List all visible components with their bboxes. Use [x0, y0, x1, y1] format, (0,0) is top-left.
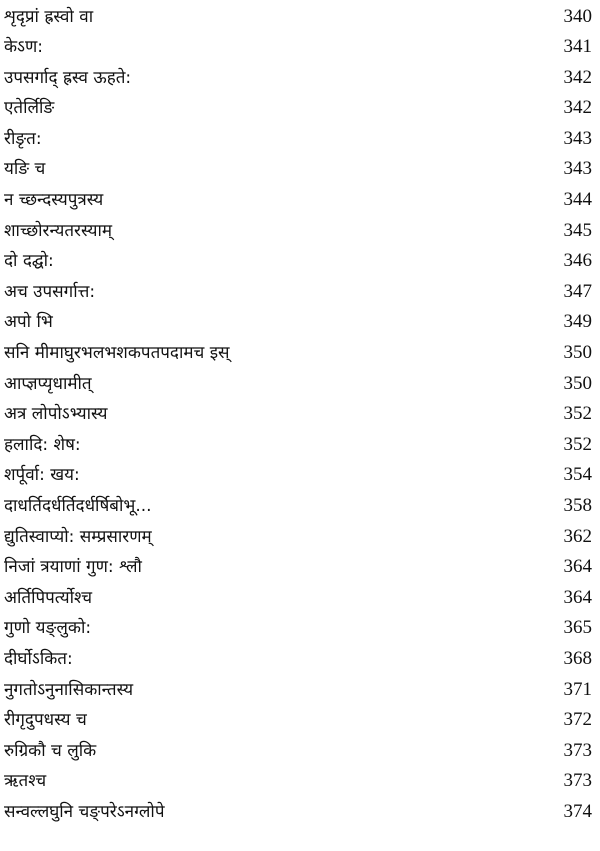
toc-entry [4, 704, 594, 735]
toc-entry [4, 0, 594, 31]
toc-entry-title: रुग्रिकौ च लुकि [4, 740, 97, 761]
toc-entry-title: निजां त्रयाणां गुण: श्लौ [4, 557, 142, 578]
toc-entry-page-number: 371 [563, 678, 592, 700]
toc-entry [4, 398, 594, 429]
toc-entry-page-number: 345 [563, 219, 592, 241]
toc-entry-page-number: 354 [563, 464, 592, 486]
toc-entry-page-number: 342 [563, 97, 592, 119]
toc-entry-page-number: 342 [563, 66, 592, 88]
toc-entry-title: दीर्घोऽकित: [4, 648, 73, 669]
toc-entry [4, 765, 594, 796]
toc-entry-page-number: 352 [563, 433, 592, 455]
toc-entry-page-number: 352 [563, 403, 592, 425]
toc-entry-page-number: 343 [563, 127, 592, 149]
toc-entry-page-number: 347 [563, 280, 592, 302]
toc-entry [4, 551, 594, 582]
toc-entry-page-number: 365 [563, 617, 592, 639]
toc-entry [4, 459, 594, 490]
toc-entry-page-number: 364 [563, 586, 592, 608]
toc-entry-title: हलादि: शेष: [4, 434, 81, 455]
toc-entry-title: शाच्छोरन्यतरस्याम् [4, 220, 113, 241]
toc-entry [4, 337, 594, 368]
toc-entry-page-number: 364 [563, 556, 592, 578]
toc-entry [4, 734, 594, 765]
toc-entry-title: दाधर्तिदर्धर्तिदर्धर्षिबोभू... [4, 496, 152, 516]
toc-entry [4, 673, 594, 704]
toc-entry-page-number: 358 [563, 495, 592, 516]
toc-entry-title: नुगतोऽनुनासिकान्तस्य [4, 679, 134, 700]
toc-entry-page-number: 350 [563, 342, 592, 364]
toc-entry-title: केऽण: [4, 37, 44, 58]
toc-entry [4, 795, 594, 826]
toc-entry-title: अपो भि [4, 312, 53, 333]
toc-entry-page-number: 344 [563, 189, 592, 211]
toc-entry [4, 245, 594, 276]
toc-entry-page-number: 340 [563, 5, 592, 27]
toc-entry-page-number: 341 [563, 36, 592, 58]
toc-entry [4, 490, 594, 521]
toc-entry-page-number: 368 [563, 647, 592, 669]
toc-entry [4, 275, 594, 306]
toc-entry-title: शर्पूर्वा: खय: [4, 465, 80, 486]
toc-entry-page-number: 350 [563, 372, 592, 394]
toc-entry [4, 122, 594, 153]
toc-entry-title: उपसर्गाद् ह्रस्व ऊहते: [4, 67, 132, 88]
toc-entry [4, 61, 594, 92]
toc-entry-page-number: 372 [563, 709, 592, 731]
toc-entry [4, 367, 594, 398]
toc-entry-title: द्युतिस्वाप्यो: सम्प्रसारणम् [4, 526, 152, 547]
toc-entry-page-number: 346 [563, 250, 592, 272]
toc-entry [4, 306, 594, 337]
toc-list [4, 0, 594, 826]
toc-entry-title: अच उपसर्गात्त: [4, 281, 96, 302]
toc-entry-title: रीगृदुपधस्य च [4, 710, 87, 731]
toc-entry-page-number: 362 [563, 525, 592, 547]
toc-entry-page-number: 373 [563, 770, 592, 792]
toc-entry [4, 581, 594, 612]
toc-entry-title: सन्वल्लघुनि चङ्परेऽनग्लोपे [4, 801, 165, 822]
toc-entry [4, 428, 594, 459]
toc-entry-title: यङि च [4, 159, 46, 180]
toc-entry-title: अर्तिपिपर्त्योश्च [4, 587, 93, 608]
toc-entry [4, 642, 594, 673]
toc-entry [4, 612, 594, 643]
toc-entry-title: न च्छन्दस्यपुत्रस्य [4, 190, 104, 211]
toc-entry [4, 184, 594, 215]
toc-entry [4, 214, 594, 245]
toc-entry-title: गुणो यङ्लुको: [4, 618, 92, 639]
toc-entry-title: अत्र लोपोऽभ्यास्य [4, 404, 108, 425]
toc-entry [4, 520, 594, 551]
toc-entry-page-number: 374 [563, 800, 592, 822]
toc-entry-page-number: 373 [563, 739, 592, 761]
toc-entry [4, 31, 594, 62]
toc-entry-title: रीङृत: [4, 128, 42, 149]
toc-entry [4, 153, 594, 184]
toc-entry-page-number: 343 [563, 158, 592, 180]
toc-entry-title: शृदृप्रां ह्रस्वो वा [4, 6, 94, 27]
toc-entry-title: सनि मीमाघुरभलभशकपतपदामच इस् [4, 343, 230, 364]
toc-entry-title: दो दद्घो: [4, 251, 54, 272]
toc-entry-title: ऋतश्च [4, 771, 47, 792]
toc-entry-title: आप्ज्ञप्यृधामीत् [4, 373, 92, 394]
toc-entry [4, 92, 594, 123]
toc-entry-title: एतेर्लिङि [4, 98, 55, 119]
toc-entry-page-number: 349 [563, 311, 592, 333]
